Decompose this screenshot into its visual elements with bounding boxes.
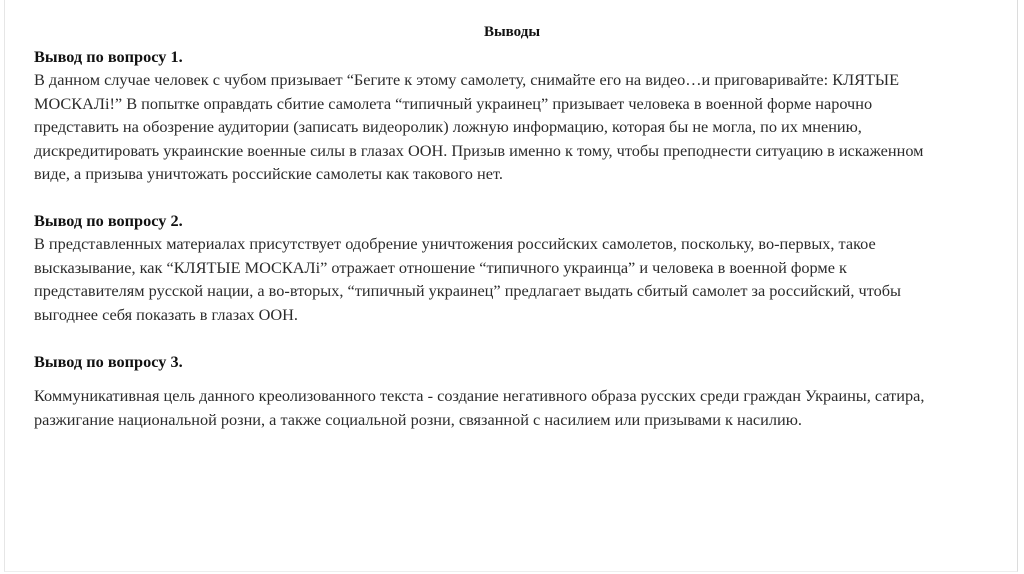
page-title: Выводы	[483, 24, 541, 40]
text-line: представить на обозрение аудитории (записать видеоролик) ложную информацию, которая бы не могла, по их мнению,	[34, 117, 862, 137]
section-2	[34, 209, 901, 326]
section-heading: Вывод по вопросу 3.	[34, 352, 183, 371]
section-1	[34, 45, 923, 185]
text-line: разжигание национальной розни, а также социальной розни, связанной с насилием или призывами к насилию.	[34, 409, 802, 429]
section-heading: Вывод по вопросу 1.	[34, 47, 183, 66]
text-line: МОСКАЛі!” В попытке оправдать сбитие самолета “типичный украинец” призывает человека в военной форме нарочно	[34, 93, 873, 113]
text-line: дискредитировать украинские военные силы в глазах ООН. Призыв именно к тому, чтобы преподнести ситуацию в искаженном	[34, 140, 924, 160]
text-line: виде, а призыва уничтожать российские самолеты как такового нет.	[34, 164, 503, 184]
section-heading: Вывод по вопросу 2.	[34, 211, 183, 230]
text-line: представителям русской нации, а во-вторых, “типичный украинец” предлагает выдать сбитый самолет за российский, чтобы	[34, 281, 901, 301]
text-line: выгоднее себя показать в глазах ООН.	[34, 304, 298, 324]
text-line: В представленных материалах присутствует одобрение уничтожения российских самолетов, поскольку, во-первых, такое	[34, 234, 876, 254]
section-3	[34, 350, 924, 431]
text-line: Коммуникативная цель данного креолизованного текста - создание негативного образа русских среди граждан Украины, сатира,	[34, 386, 925, 406]
text-line: В данном случае человек с чубом призывает “Бегите к этому самолету, снимайте его на видео…и приговаривайте: КЛЯТЫЕ	[34, 70, 900, 90]
text-line: высказывание, как “КЛЯТЫЕ МОСКАЛі” отражает отношение “типичного украинца” и человека в военной форме к	[34, 257, 847, 277]
